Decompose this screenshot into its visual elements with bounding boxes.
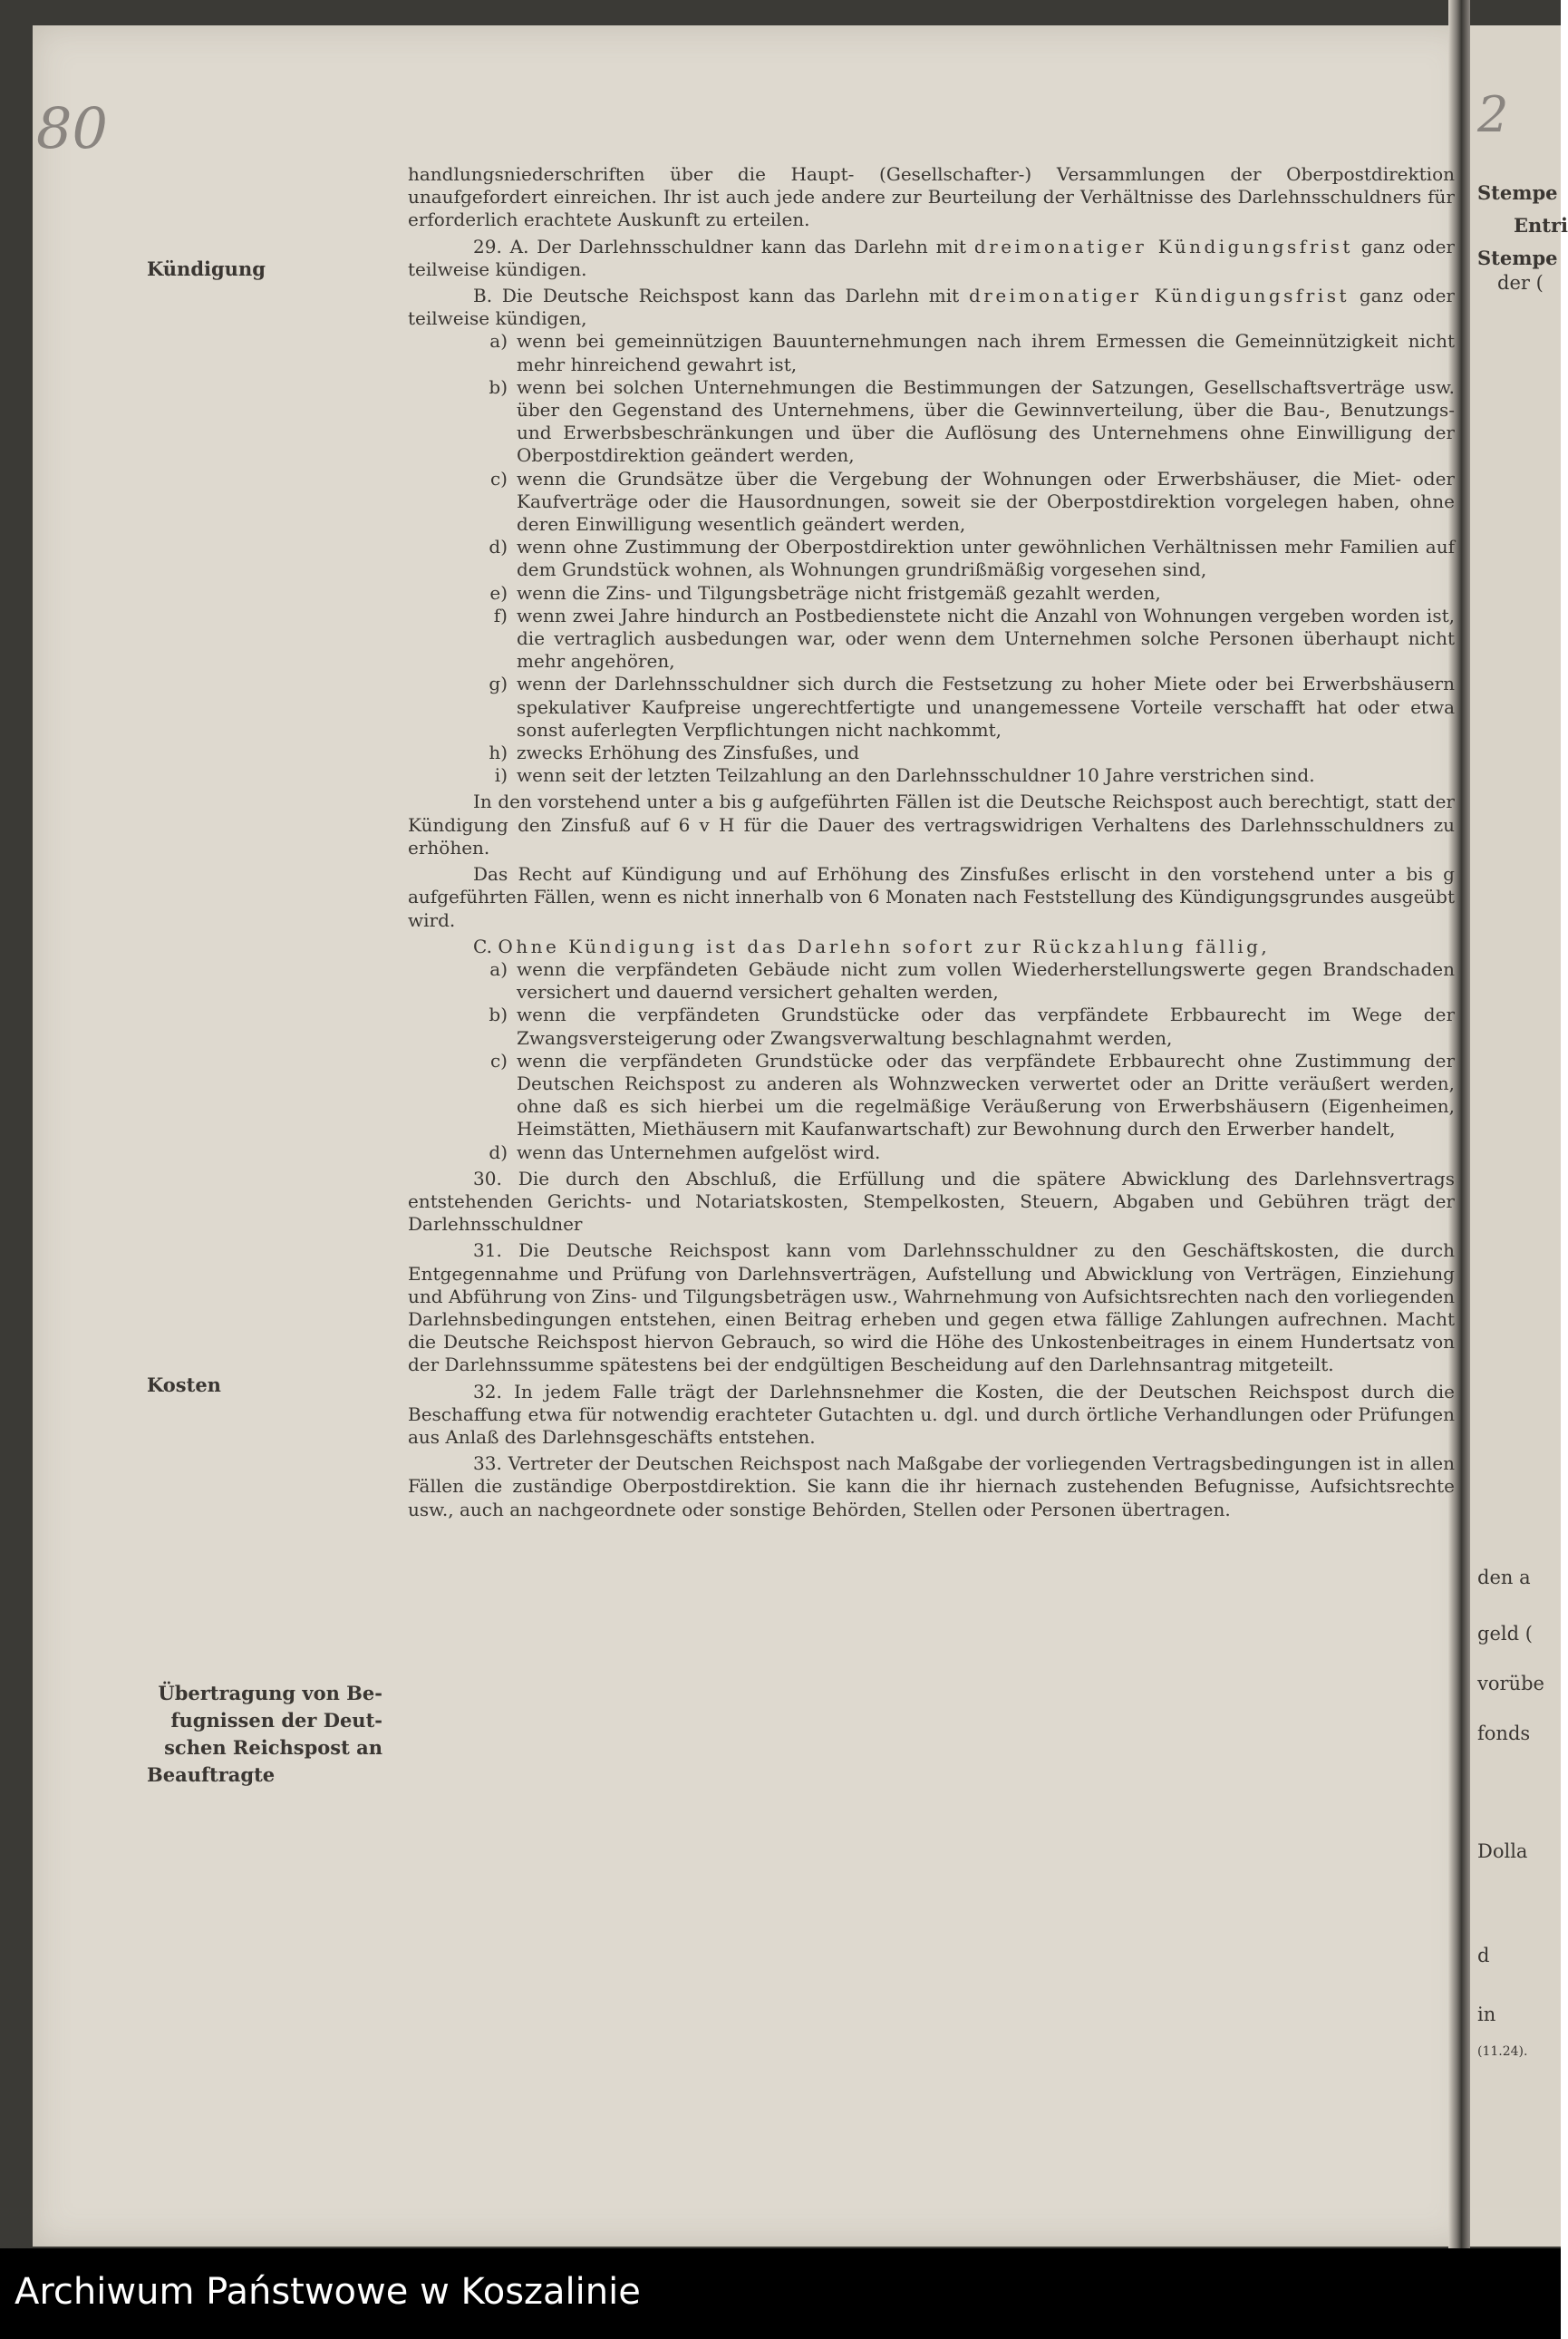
paragraph-29c: C. Ohne Kündigung ist das Darlehn sofort zur Rückzahlung fällig, <box>473 935 1271 957</box>
adjacent-page-text <box>1470 0 1568 2248</box>
list-item: d) wenn ohne Zustimmung der Oberpostdirektion unter gewöhnlichen Verhältnissen mehr Familien auf dem Grundstück wohnen, als Wohnungen grundrißmäßig vorgesehen sind, <box>489 536 1455 581</box>
paragraph-29a: 29. A. Der Darlehnsschuldner kann das Darlehn mit dreimonatiger Kündigungsfrist ganz oder teilweise kündigen. <box>408 235 1455 280</box>
adjacent-line: in <box>1477 2004 1496 2025</box>
paragraph-32: 32. In jedem Falle trägt der Darlehnsnehmer die Kosten, die der Deutschen Reichspost durch die Beschaffung etwa für notwendig erachteter Gutachten u. dgl. und durch örtliche Verhandlungen oder Prüfungen aus Anlaß des Darlehnsgeschäfts entstehen. <box>408 1380 1455 1448</box>
paragraph-zinsfuss: In den vorstehend unter a bis g aufgeführten Fällen ist die Deutsche Reichspost auch berechtigt, statt der Kündigung den Zinsfuß auf 6 v H für die Dauer des vertragswidrigen Verhaltens des Darlehnsschuldners zu erhöhen. <box>408 791 1455 859</box>
paragraph-31: 31. Die Deutsche Reichspost kann vom Darlehnsschuldner zu den Geschäftskosten, die durch Entgegennahme und Prüfung von Darlehnsverträgen, Aufstellung und Abwicklung von Verträgen, Einziehung und Abführung von Zins- und Tilgungsbeträgen usw., Wahrnehmung von Aufsichtsrechten nach den vorliegenden Darlehnsbedingungen entstehen, einen Beitrag erheben und gegen etwa fällige Zahlungen aufrechnen. Macht die Deutsche Reichspost hiervon Gebrauch, so wird die Höhe des Unkostenbeitrages in einem Hundertsatz von der Darlehnssumme spätestens bei der endgültigen Bescheidung auf den Darlehnsantrag mitgeteilt. <box>408 1239 1455 1376</box>
list-item: b) wenn bei solchen Unternehmungen die Bestimmungen der Satzungen, Gesellschaftsverträge usw. über den Gegenstand des Unternehmens, über die Gewinnverteilung, über die Bau-, Benutzungs- und Erwerbsbeschränkungen und über die Auflösung des Unternehmens ohne Einwilligung der Oberpostdirektion geändert werden, <box>489 375 1455 467</box>
list-29b <box>408 330 1455 787</box>
adjacent-folio: 2 <box>1477 86 1509 143</box>
list-item: f) wenn zwei Jahre hindurch an Postbedienstete nicht die Anzahl von Wohnungen vergeben worden ist, die vertraglich ausbedungen war, oder wenn dem Unternehmen solche Personen überhaupt nicht mehr angehören, <box>493 604 1455 673</box>
list-item: i) wenn seit der letzten Teilzahlung an den Darlehnsschuldner 10 Jahre verstrichen sind. <box>494 764 1315 787</box>
margin-note-line: fugnissen der Deut- <box>170 1709 382 1732</box>
adjacent-line: fonds <box>1477 1723 1531 1744</box>
margin-note-uebertragung <box>147 1680 382 1789</box>
document-body <box>408 163 1455 1521</box>
paragraph-30: 30. Die durch den Abschluß, die Erfüllung und die spätere Abwicklung des Darlehnsvertrags entstehenden Gerichts- und Notariatskosten, Stempelkosten, Steuern, Abgaben und Gebühren trägt der Darlehnsschuldner <box>408 1167 1455 1236</box>
margin-note-line: schen Reichspost an <box>164 1736 382 1759</box>
adjacent-line: (11.24). <box>1477 2044 1528 2059</box>
adjacent-line: d <box>1477 1945 1490 1966</box>
adjacent-line: vorübe <box>1477 1673 1544 1694</box>
list-item: c) wenn die verpfändeten Grundstücke oder das verpfändete Erbbaurecht ohne Zustimmung der Deutschen Reichspost zu anderen als Wohnzwecken verwertet oder an Dritte veräußert werden, ohne daß es sich hierbei um die regelmäßige Veräußerung von Erwerbshäusern (Eigenheimen, Heimstätten, Miethäusern mit Kaufanwartschaft) zur Bewohnung durch den Erwerber handelt, <box>489 1049 1455 1140</box>
list-item: a) wenn die verpfändeten Gebäude nicht zum vollen Wiederherstellungswerte gegen Brandschaden versichert und dauernd versichert gehalten werden, <box>489 957 1455 1004</box>
adjacent-line: Dolla <box>1477 1840 1528 1862</box>
paragraph-33: 33. Vertreter der Deutschen Reichspost nach Maßgabe der vorliegenden Vertragsbedingungen ist in allen Fällen die zuständige Oberpostdirektion. Sie kann die ihr hiernach zustehenden Befugnisse, Aufsichtsrechte usw., auch an nachgeordnete oder sonstige Behörden, Stellen oder Personen übertragen. <box>408 1452 1455 1520</box>
adjacent-line: Entri <box>1514 214 1568 237</box>
paragraph-recht: Das Recht auf Kündigung und auf Erhöhung des Zinsfußes erlischt in den vorstehend unter a bis g aufgeführten Fällen, wenn es nicht innerhalb von 6 Monaten nach Feststellung des Kündigungsgrundes ausgeübt wird. <box>408 863 1455 931</box>
archive-caption: Archiwum Państwowe w Koszalinie <box>15 2271 641 2313</box>
list-item: g) wenn der Darlehnsschuldner sich durch die Festsetzung zu hoher Miete oder bei Erwerbshäusern spekulativer Kaufpreise ungerechtfertigte und unangemessene Vorteile verschafft hat oder etwa sonst auferlegten Verpflichtungen nicht nachkommt, <box>489 673 1455 741</box>
margin-note-kosten: Kosten <box>147 1373 221 1396</box>
margin-note-line: Übertragung von Be- <box>158 1682 382 1704</box>
adjacent-line: Stempe <box>1477 181 1558 204</box>
intro-paragraph: handlungsniederschriften über die Haupt- (Gesellschafter-) Versammlungen der Oberpostdirektion unaufgefordert einreichen. Ihr ist auch jede andere zur Beurteilung der Verhältnisse des Darlehnsschuldners für erforderlich erachtete Auskunft zu erteilen. <box>408 163 1455 231</box>
adjacent-line: Stempe <box>1477 247 1558 269</box>
adjacent-line: den a <box>1477 1567 1531 1588</box>
margin-note-line: Beauftragte <box>147 1763 276 1786</box>
list-item: c) wenn die Grundsätze über die Vergebung der Wohnungen oder Erwerbshäuser, die Miet- oder Kaufverträge oder die Hausordnungen, soweit sie der Oberpostdirektion vorgelegen haben, ohne deren Einwilligung wesentlich geändert werden, <box>489 467 1455 536</box>
page-folio-number: 80 <box>36 95 108 161</box>
adjacent-line: geld ( <box>1477 1623 1533 1645</box>
list-item: h) zwecks Erhöhung des Zinsfußes, und <box>489 742 860 764</box>
adjacent-line: der ( <box>1497 272 1544 294</box>
list-item: b) wenn die verpfändeten Grundstücke oder das verpfändete Erbbaurecht im Wege der Zwangsversteigerung oder Zwangsverwaltung beschlagnahmt werden, <box>489 1004 1455 1049</box>
list-item: e) wenn die Zins- und Tilgungsbeträge nicht fristgemäß gezahlt werden, <box>489 581 1161 604</box>
list-item: d) wenn das Unternehmen aufgelöst wird. <box>489 1140 881 1163</box>
list-29c <box>408 958 1455 1164</box>
paragraph-29b: B. Die Deutsche Reichspost kann das Darlehn mit dreimonatiger Kündigungsfrist ganz oder teilweise kündigen, <box>408 285 1455 330</box>
list-item: a) wenn bei gemeinnützigen Bauunternehmungen nach ihrem Ermessen die Gemeinnützigkeit nicht mehr hinreichend gewahrt ist, <box>489 330 1455 375</box>
margin-note-kuendigung: Kündigung <box>147 257 266 280</box>
